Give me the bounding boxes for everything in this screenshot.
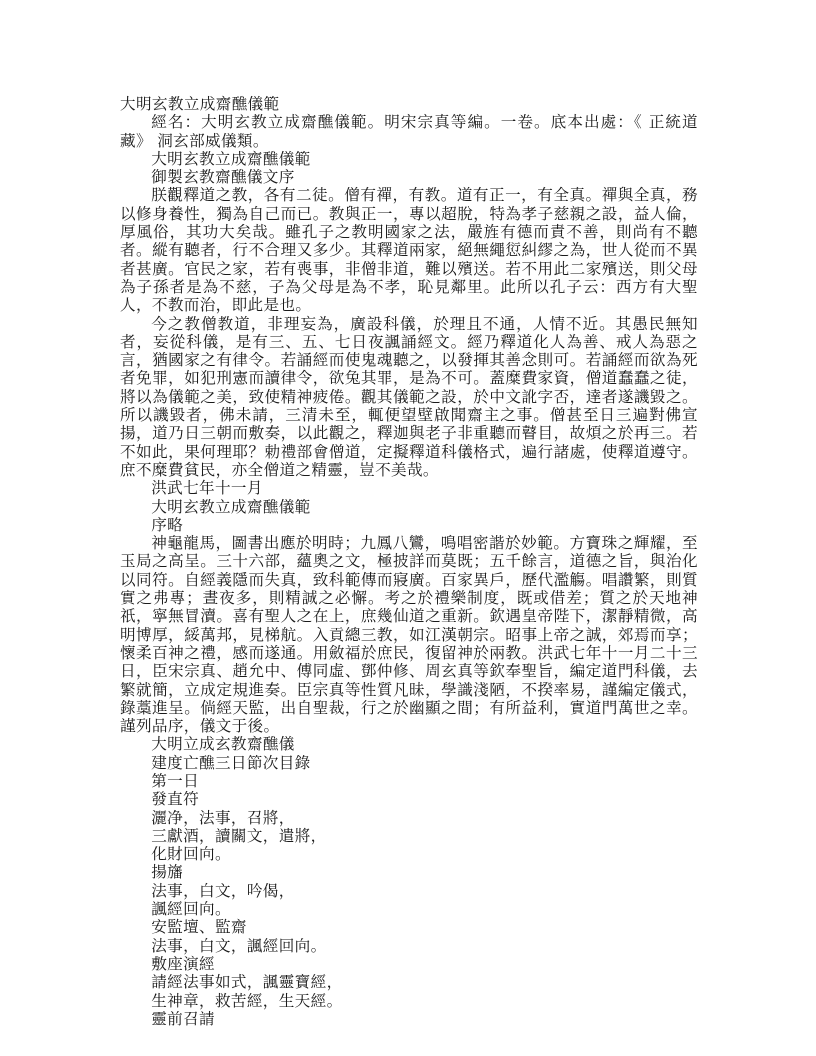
preface-heading: 御製玄教齋醮儀文序 <box>151 168 295 187</box>
preface-paragraph: 朕觀釋道之教，各有二徒。僧有禪，有教。道有正一，有全真。禪與全真，務以修身養性，獨為自己而已。教與正一，專以超脫，特為孝子慈親之設，益人倫，厚風俗，其功大矣哉。雖孔子之教明國家之法，嚴旌有德而責不善，則尚有不聽者。縱有聽者，行不合理又多少。其釋道兩家，絕無繩愆糾繆之為，世人從而不異者甚廣。官民之家，若有喪事，非僧非道，難以殯送。若不用此二家殯送，則父母為子孫者是為不慈，子為父母是為不孝，恥見鄰里。此所以孔子云：西方有大聖人，不教而治，即此是也。 <box>120 186 698 315</box>
contents-item: 敷座演經 <box>151 954 215 973</box>
contents-item: 安監壇、監齋 <box>151 918 247 937</box>
document-page <box>120 95 698 1028</box>
contents-item: 生神章，救苦經，生天經。 <box>151 991 343 1010</box>
contents-item: 法事，白文，諷經回向。 <box>151 936 327 955</box>
preface-paragraph: 今之教僧教道，非理妄為，廣設科儀，於理且不通，人情不近。其愚民無知者，妄從科儀，是有三、五、七日夜諷誦經文。經乃釋道化人為善、戒人為惡之言，猶國家之有律令。若誦經而使鬼魂聽之，以發揮其善念則可。若誦經而欲為死者免罪，如犯刑憲而讀律令，欲兔其罪，是為不可。蓋糜費家資，僧道蠢蠢之徒，將以為儀範之美，致使精神疲倦。觀其儀範之設，於中文訛字否，達者遂譏毀之。所以譏毀者，佛未請，三清未至，輒便望壁啟聞齋主之事。僧甚至日三遍對佛宣揚，道乃日三朝而敷奏，以此觀之，釋迦與老子非重聽而瞽目，故煩之於再三。若不如此，果何理耶？勅禮部會僧道，定擬釋道科儀格式，遍行諸處，使釋道遵守。庶不糜費貧民，亦全僧道之精靈，豈不美哉。 <box>120 314 698 479</box>
contents-item: 第一日 <box>151 771 200 790</box>
foreword-heading: 序略 <box>151 515 184 534</box>
contents-item: 化財回向。 <box>151 845 231 864</box>
ritual-heading: 大明立成玄教齋醮儀 <box>151 735 295 754</box>
contents-item: 揚旛 <box>151 863 184 882</box>
contents-heading: 建度亡醮三日節次目錄 <box>151 753 311 772</box>
preface-date: 洪武七年十一月 <box>151 479 263 498</box>
document-title: 大明玄教立成齋醮儀範 <box>120 95 280 113</box>
foreword-paragraph: 神龜龍馬，圖書出應於明時；九鳳八鸞，鳴唱密諧於妙範。方寶珠之輝耀，至玉局之高呈。三十六部，蘊奧之文，極披詳而莫既；五千餘言，道德之旨，與治化以同符。自經義隱而失真，致科範傳而寢廣。百家異戶，歷代濫觴。唱讚繁，則質實之弗專；晝夜多，則精誠之必懈。考之於禮樂制度，既或借差；質之於天地神祇，寧無冒瀆。喜有聖人之在上，庶幾仙道之重新。欽遇皇帝陛下，潔靜精微，高明博厚，綏萬邦，見梯航。入貢總三教，如江漢朝宗。昭事上帝之誠，郊焉而享；懷柔百神之禮，感而遂通。用斂福於庶民，復留神於兩教。洪武七年十一月二十三日，臣宋宗真、趙允中、傅同虛、鄧仲修、周玄真等欽奉聖旨，編定道門科儀，去繁就簡，立成定規進奏。臣宗真等性質凡昧，學識淺陋，不揆率易，謹編定儀式，錄藁進呈。倘經天監，出自聖裁，行之於幽顯之間；有所益利，實道門萬世之幸。謹列品序，儀文于後。 <box>120 534 698 736</box>
contents-item: 靈前召請 <box>151 1009 215 1028</box>
contents-item: 諷經回向。 <box>151 900 231 919</box>
section-heading: 大明玄教立成齋醮儀範 <box>151 497 311 516</box>
scripture-metadata: 經名：大明玄教立成齋醮儀範。明宋宗真等編。一卷。底本出處：《 正統道藏》 洞玄部威儀類。 <box>120 113 698 150</box>
contents-item: 灑净，法事，召將， <box>151 808 295 827</box>
contents-item: 請經法事如式，諷靈寶經， <box>151 973 343 992</box>
section-heading: 大明玄教立成齋醮儀範 <box>151 149 311 168</box>
contents-item: 法事，白文，吟偈， <box>151 881 295 900</box>
contents-item: 三獻酒，讀關文，遣將， <box>151 826 327 845</box>
contents-item: 發直符 <box>151 790 200 809</box>
